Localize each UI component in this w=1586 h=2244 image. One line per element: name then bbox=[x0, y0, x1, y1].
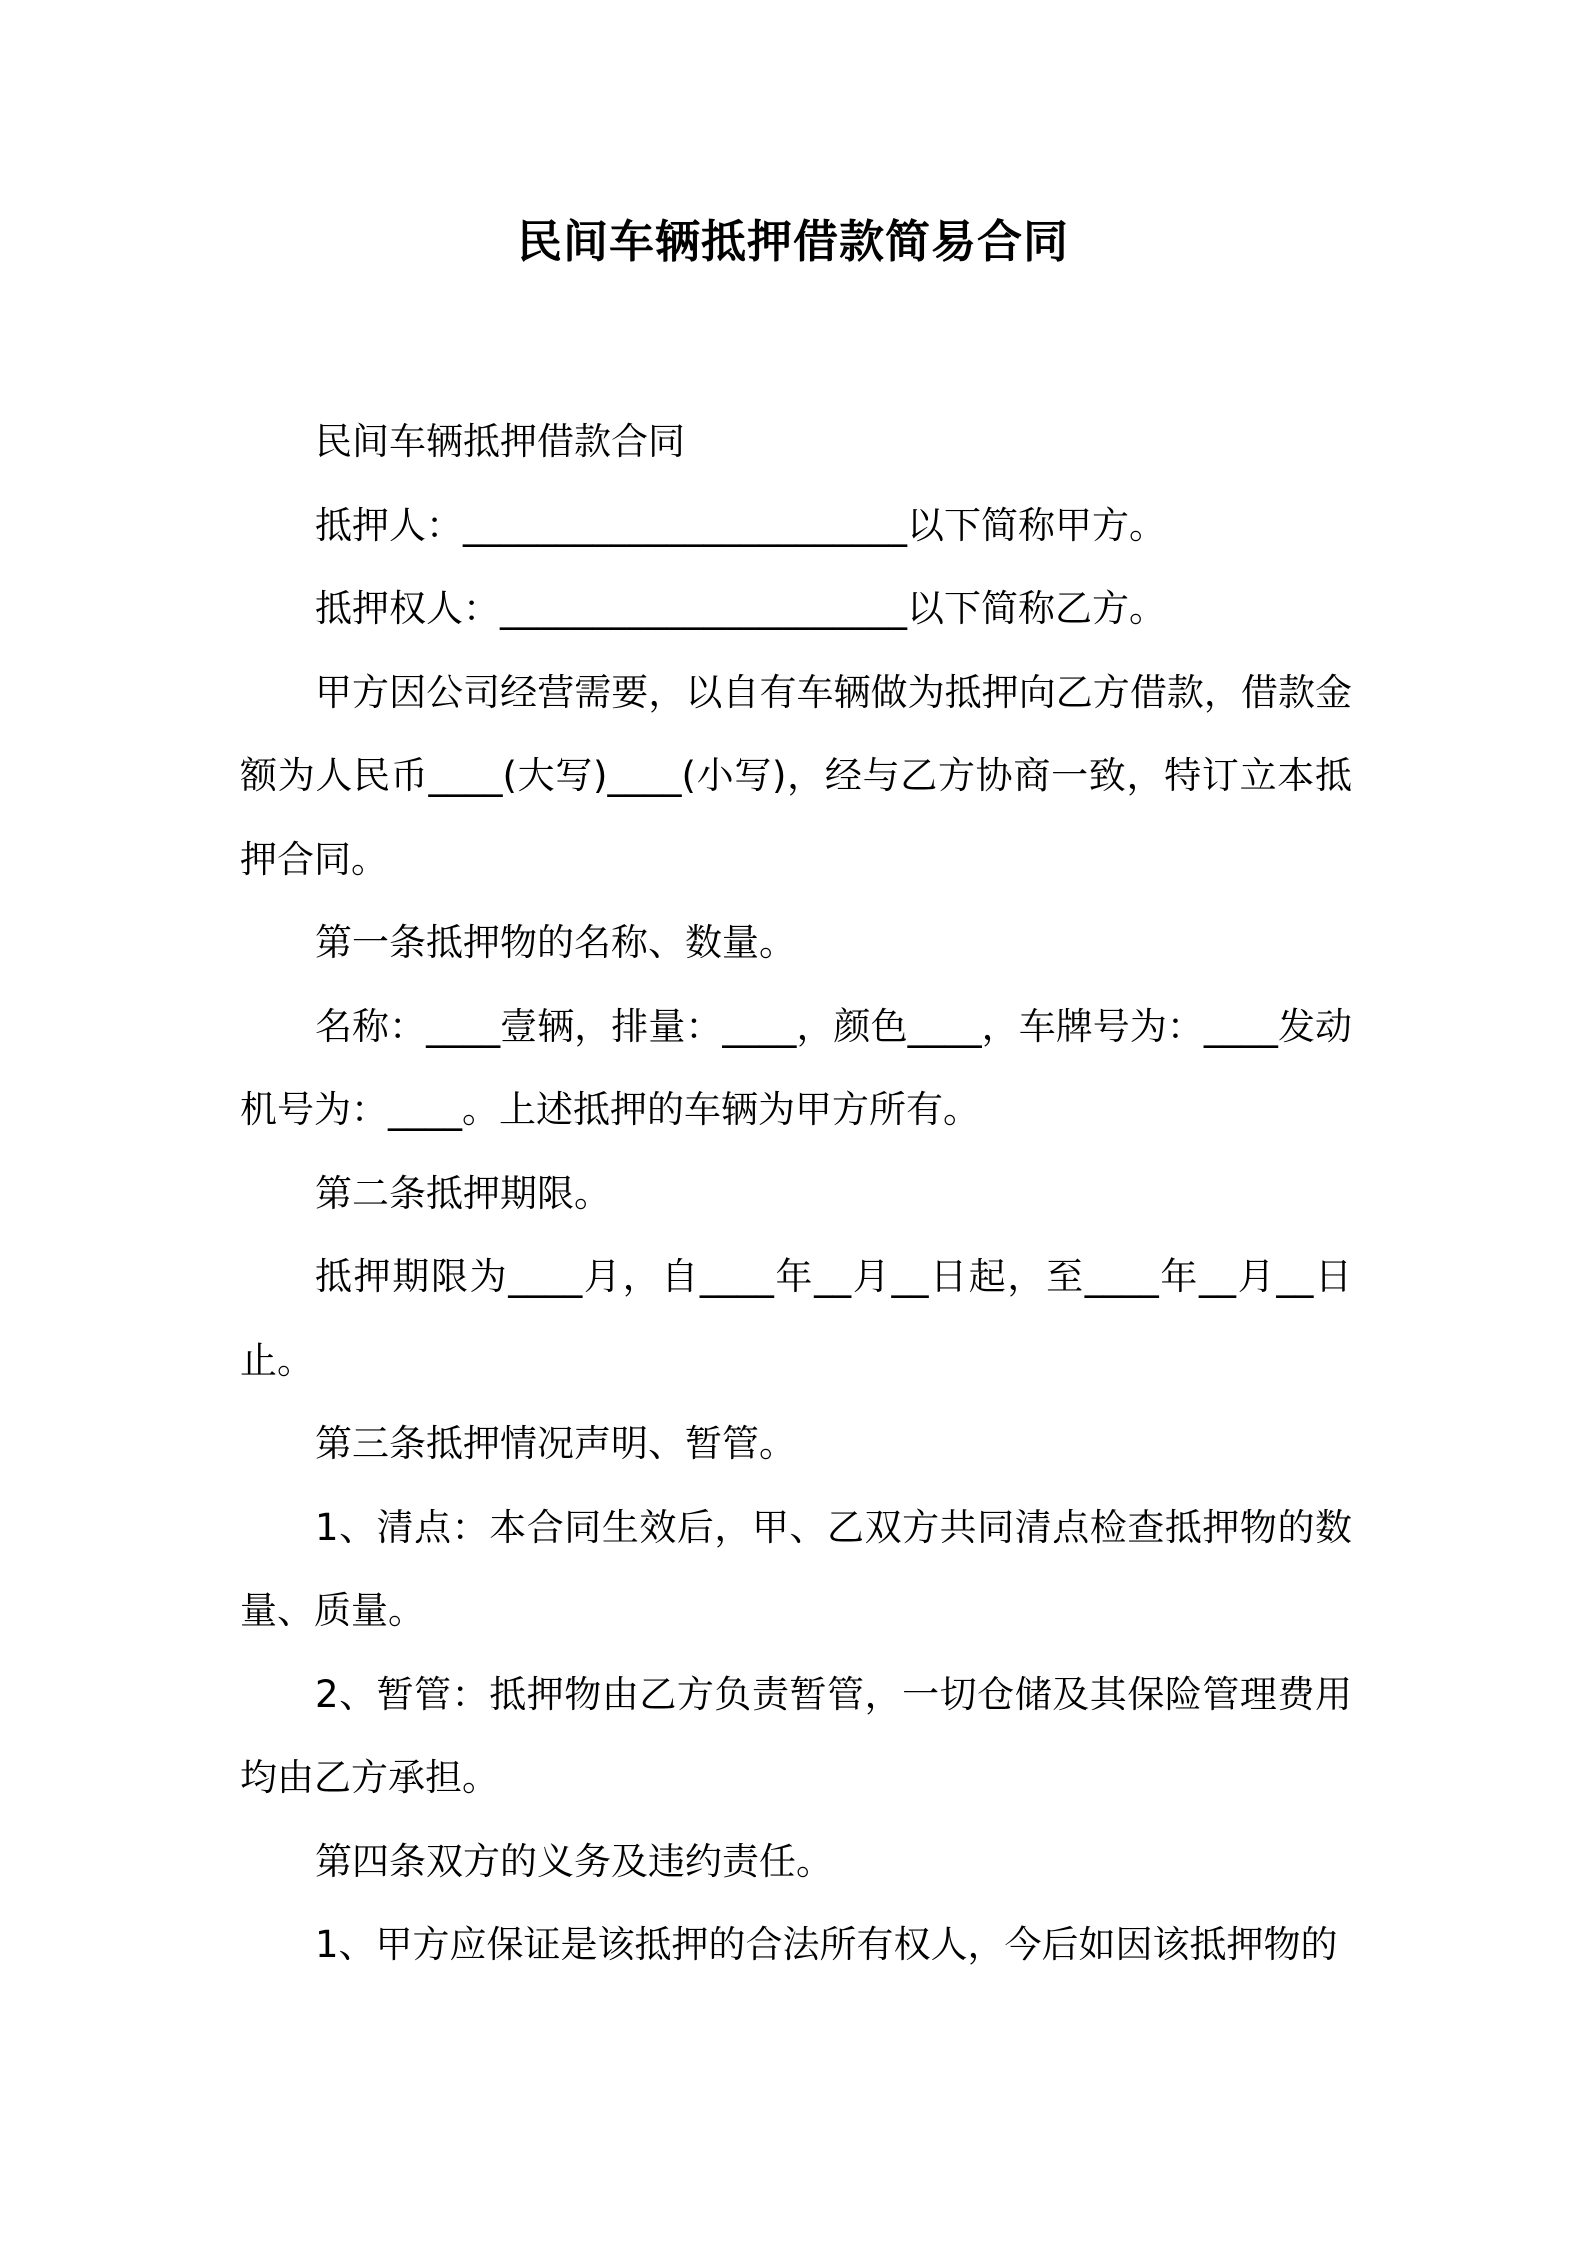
article-3-heading: 第三条抵押情况声明、暂管。 bbox=[315, 1422, 796, 1465]
article-2-heading: 第二条抵押期限。 bbox=[315, 1171, 611, 1215]
preamble-paragraph: 甲方因公司经营需要，以自有车辆做为抵押向乙方借款，借款金额为人民币____(大写)____(小写)，经与乙方协商一致，特订立本抵押合同。 bbox=[240, 670, 1352, 881]
article-4-heading: 第四条双方的义务及违约责任。 bbox=[315, 1839, 833, 1883]
article-1-body: 名称：____壹辆，排量：____，颜色____，车牌号为：____发动机号为：____。上述抵押的车辆为甲方所有。 bbox=[240, 1004, 1352, 1131]
article-1-heading: 第一条抵押物的名称、数量。 bbox=[315, 921, 796, 964]
mortgagee-line: 抵押权人：______________________以下简称乙方。 bbox=[315, 587, 1166, 630]
article-4-item-1: 1、甲方应保证是该抵押的合法所有权人，今后如因该抵押物的 bbox=[315, 1923, 1338, 1966]
contract-subtitle: 民间车辆抵押借款合同 bbox=[315, 420, 685, 463]
document-title: 民间车辆抵押借款简易合同 bbox=[516, 215, 1069, 268]
article-3-item-1: 1、清点：本合同生效后，甲、乙双方共同清点检查抵押物的数量、质量。 bbox=[240, 1505, 1352, 1632]
article-3-item-2: 2、暂管：抵押物由乙方负责暂管，一切仓储及其保险管理费用均由乙方承担。 bbox=[240, 1672, 1352, 1799]
mortgagor-line: 抵押人：________________________以下简称甲方。 bbox=[315, 503, 1166, 547]
document-body bbox=[240, 400, 1352, 1987]
article-2-body: 抵押期限为____月，自____年__月__日起，至____年__月__日止。 bbox=[240, 1255, 1352, 1382]
